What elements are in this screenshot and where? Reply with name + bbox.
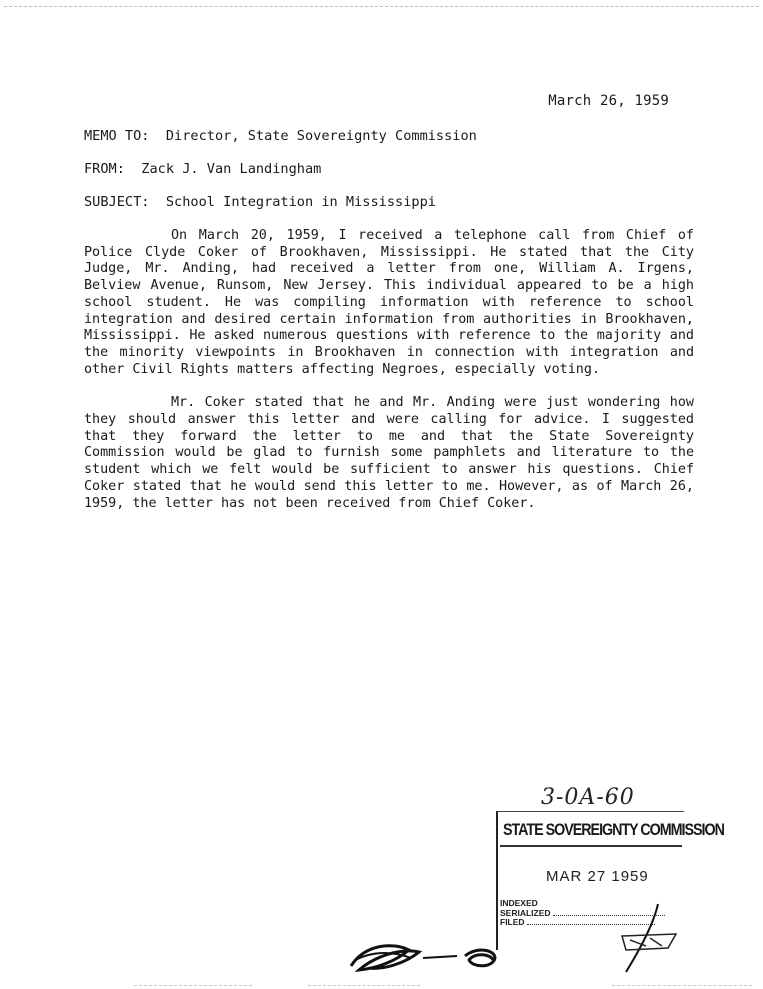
from-line [84,161,321,177]
bottom-dashed-rule-right [612,985,752,986]
memo-to-label: MEMO TO: [84,128,150,144]
stamp-date: MAR 27 1959 [546,868,649,885]
memo-date: March 26, 1959 [548,93,669,109]
signature-scribble [345,930,520,978]
bottom-dashed-rule-left [134,985,252,986]
subject-value: School Integration in Mississippi [165,194,436,210]
from-label: FROM: [84,161,125,177]
stamp-line-indexed: INDEXED [500,898,538,908]
top-dashed-rule [4,6,759,7]
memo-to-line [84,128,477,144]
handwritten-file-code: 3-0A-60 [541,785,635,810]
stamp-title: STATE SOVEREIGNTY COMMISSION [503,820,724,839]
stamp-line-serialized: SERIALIZED [500,909,665,919]
stamp-title-rule [500,845,682,847]
memo-to-value: Director, State Sovereignty Commission [165,128,477,144]
initials-scribble [596,900,686,975]
stamp-line-filed: FILED [500,918,665,928]
paragraph-2: Mr. Coker stated that he and Mr. Anding were just wondering how they should answer this letter and were calling for advice. I suggested that they forward the letter to me and that the State Sovereignty Commission would be glad to furnish some pamphlets and literature to the student which we felt would be sufficient to answer his questions. Chief Coker stated that he would send this letter to me. However, as of March 26, 1959, the letter has not been received from Chief Coker. [84,395,694,511]
from-value: Zack J. Van Landingham [141,161,322,177]
memo-body [84,228,694,529]
subject-line [84,194,436,210]
bottom-dashed-rule-center [308,985,420,986]
subject-label: SUBJECT: [84,194,150,210]
paragraph-1: On March 20, 1959, I received a telephone call from Chief of Police Clyde Coker of Brookhaven, Mississippi. He stated that the City Judge, Mr. Anding, had received a letter from one, William A. Irgens, Belview Avenue, Runsom, New Jersey. This individual appeared to be a high school student. He was compiling information with reference to school integration and desired certain information from authorities in Brookhaven, Mississippi. He asked numerous questions with reference to the majority and the minority viewpoints in Brookhaven in connection with integration and other Civil Rights matters affecting Negroes, especially voting. [84,228,694,377]
